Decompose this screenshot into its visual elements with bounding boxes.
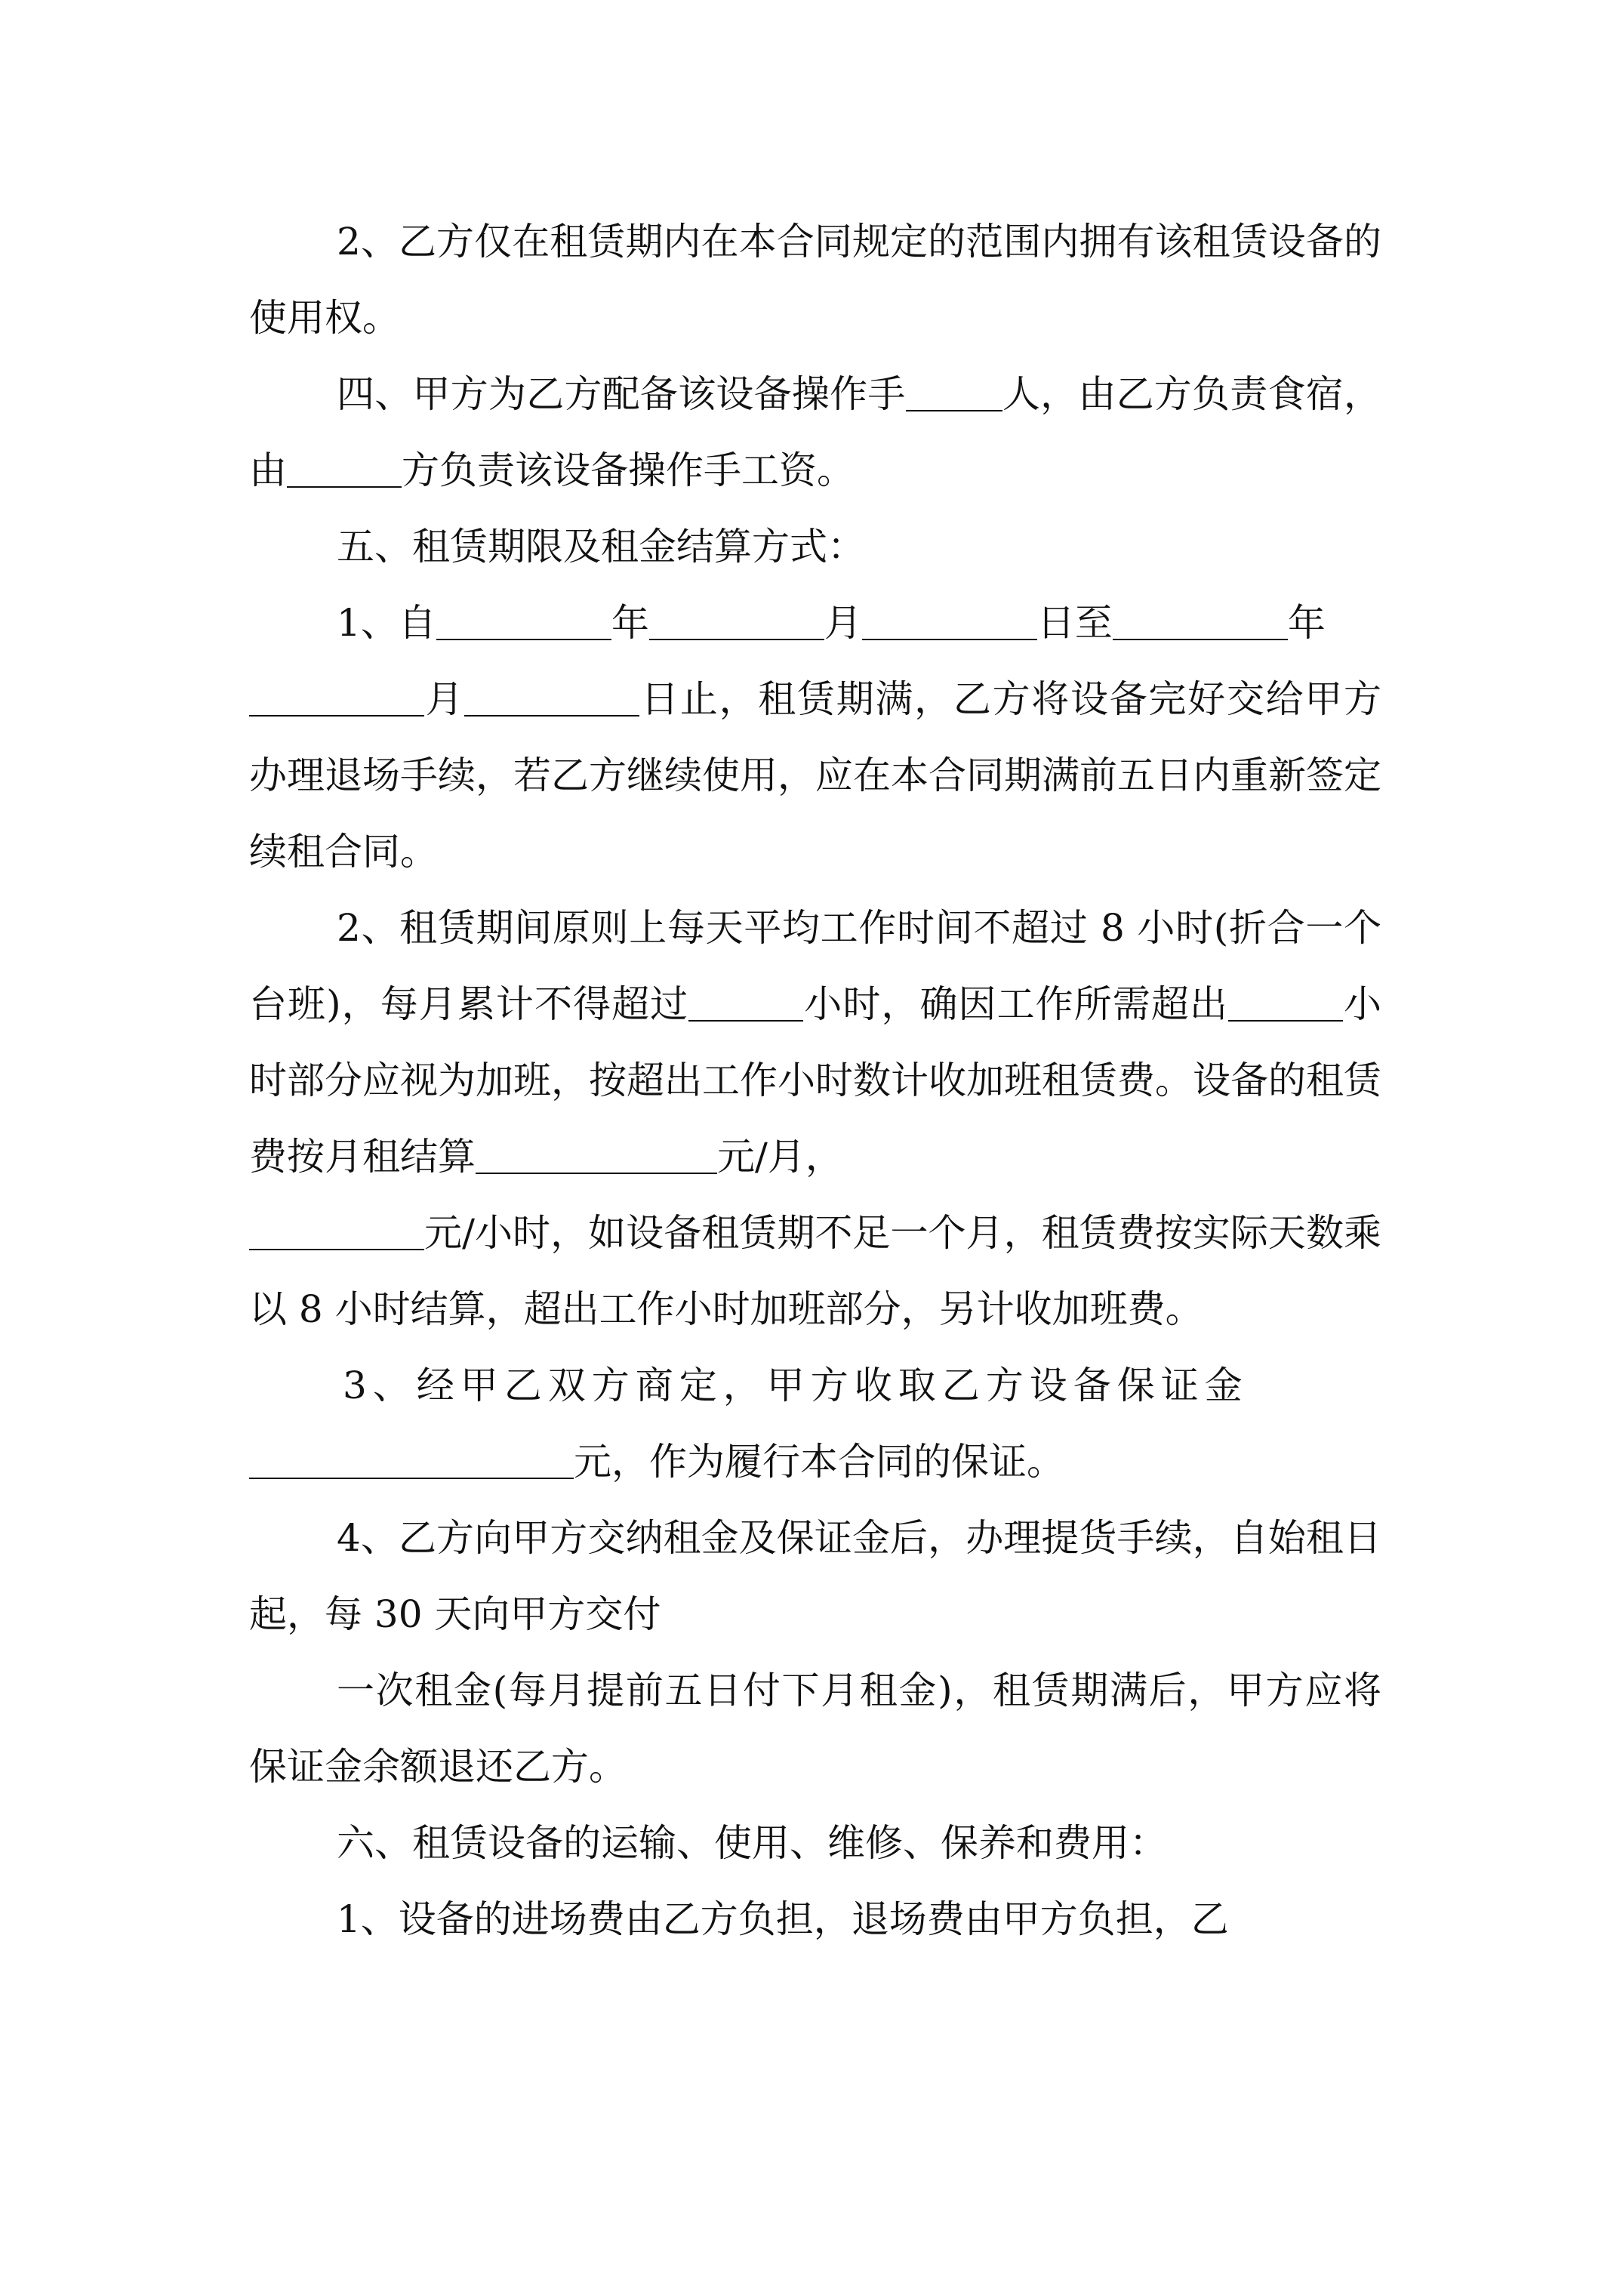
blank-overtime-hours xyxy=(1228,979,1343,1022)
clause-3-2-text: 2、乙方仅在租赁期内在本合同规定的范围内拥有该租赁设备的使用权。 xyxy=(249,220,1381,340)
clause-4 xyxy=(249,356,1381,509)
clause-5-2-text-d: 元/月， xyxy=(717,1135,843,1179)
blank-monthly-rent xyxy=(476,1132,717,1174)
clause-5-1-year2: 年 xyxy=(1287,601,1326,645)
clause-5-2 xyxy=(249,890,1381,1348)
clause-5-heading xyxy=(249,509,1381,585)
clause-4-text-a: 四、甲方为乙方配备该设备操作手 xyxy=(337,372,906,416)
clause-6-1-text: 1、设备的进场费由乙方负担，退场费由甲方负担，乙 xyxy=(337,1897,1229,1941)
blank-hourly-rent xyxy=(249,1208,424,1250)
clause-6-heading-text: 六、租赁设备的运输、使用、维修、保养和费用： xyxy=(337,1821,1167,1865)
blank-end-year xyxy=(1113,598,1288,640)
blank-start-year xyxy=(436,598,611,640)
clause-5-1-day1: 日至 xyxy=(1036,601,1113,645)
clause-5-2-text-e: 元/小时，如设备租赁期不足一个月，租赁费按实际天数乘以 8 小时结算，超出工作小时加班部分，另计收加班费。 xyxy=(249,1211,1381,1331)
clause-5-1-rest: 日止，租赁期满，乙方将设备完好交给甲方办理退场手续，若乙方继续使用，应在本合同期满前五日内重新签定续租合同。 xyxy=(249,677,1382,874)
clause-5-1-month1: 月 xyxy=(824,601,862,645)
clause-5-2-text-a: 2、租赁期间原则上每天平均工作时间不超过 8 小时(折合一个台班)，每月累计不得超过 xyxy=(249,906,1381,1026)
clause-5-3-text-a: 3、经甲乙双方商定，甲方收取乙方设备保证金 xyxy=(343,1364,1249,1407)
clause-5-2-text-c: 小时部分应视为加班，按超出工作小时数计收加班租赁费。设备的租赁费按月租结算 xyxy=(249,982,1382,1179)
clause-6-heading xyxy=(249,1805,1381,1881)
clause-4-text-c: 方负责该设备操作手工资。 xyxy=(402,448,855,492)
clause-4-text-b: 人，由乙方负责食宿，由 xyxy=(249,372,1382,492)
clause-5-4-cont-text: 一次租金(每月提前五日付下月租金)，租赁期满后，甲方应将保证金余额退还乙方。 xyxy=(249,1669,1381,1789)
clause-5-4 xyxy=(249,1500,1381,1653)
clause-5-4-text: 4、乙方向甲方交纳租金及保证金后，办理提货手续，自始租日起，每 30 天向甲方交付 xyxy=(249,1516,1381,1636)
clause-5-1 xyxy=(249,585,1381,890)
clause-5-1-text-a: 1、自 xyxy=(337,601,436,645)
clause-5-1-month2: 月 xyxy=(424,677,465,721)
contract-page xyxy=(249,204,1381,1958)
blank-start-month xyxy=(649,598,824,640)
clause-5-2-text-b: 小时，确因工作所需超出 xyxy=(803,982,1228,1026)
blank-end-month xyxy=(249,674,424,717)
clause-5-4-cont xyxy=(249,1653,1381,1805)
clause-5-heading-text: 五、租赁期限及租金结算方式： xyxy=(337,525,865,569)
clause-5-3-text-b: 元，作为履行本合同的保证。 xyxy=(574,1440,1064,1484)
clause-5-1-year1: 年 xyxy=(611,601,649,645)
blank-end-day xyxy=(464,674,639,717)
clause-3-2 xyxy=(249,204,1381,356)
blank-start-day xyxy=(862,598,1037,640)
blank-operator-count xyxy=(906,369,1002,411)
blank-wage-party xyxy=(287,445,402,488)
blank-monthly-hours xyxy=(688,979,803,1022)
clause-6-1 xyxy=(249,1881,1381,1958)
blank-deposit-amount xyxy=(249,1437,574,1479)
clause-5-3 xyxy=(249,1348,1381,1500)
